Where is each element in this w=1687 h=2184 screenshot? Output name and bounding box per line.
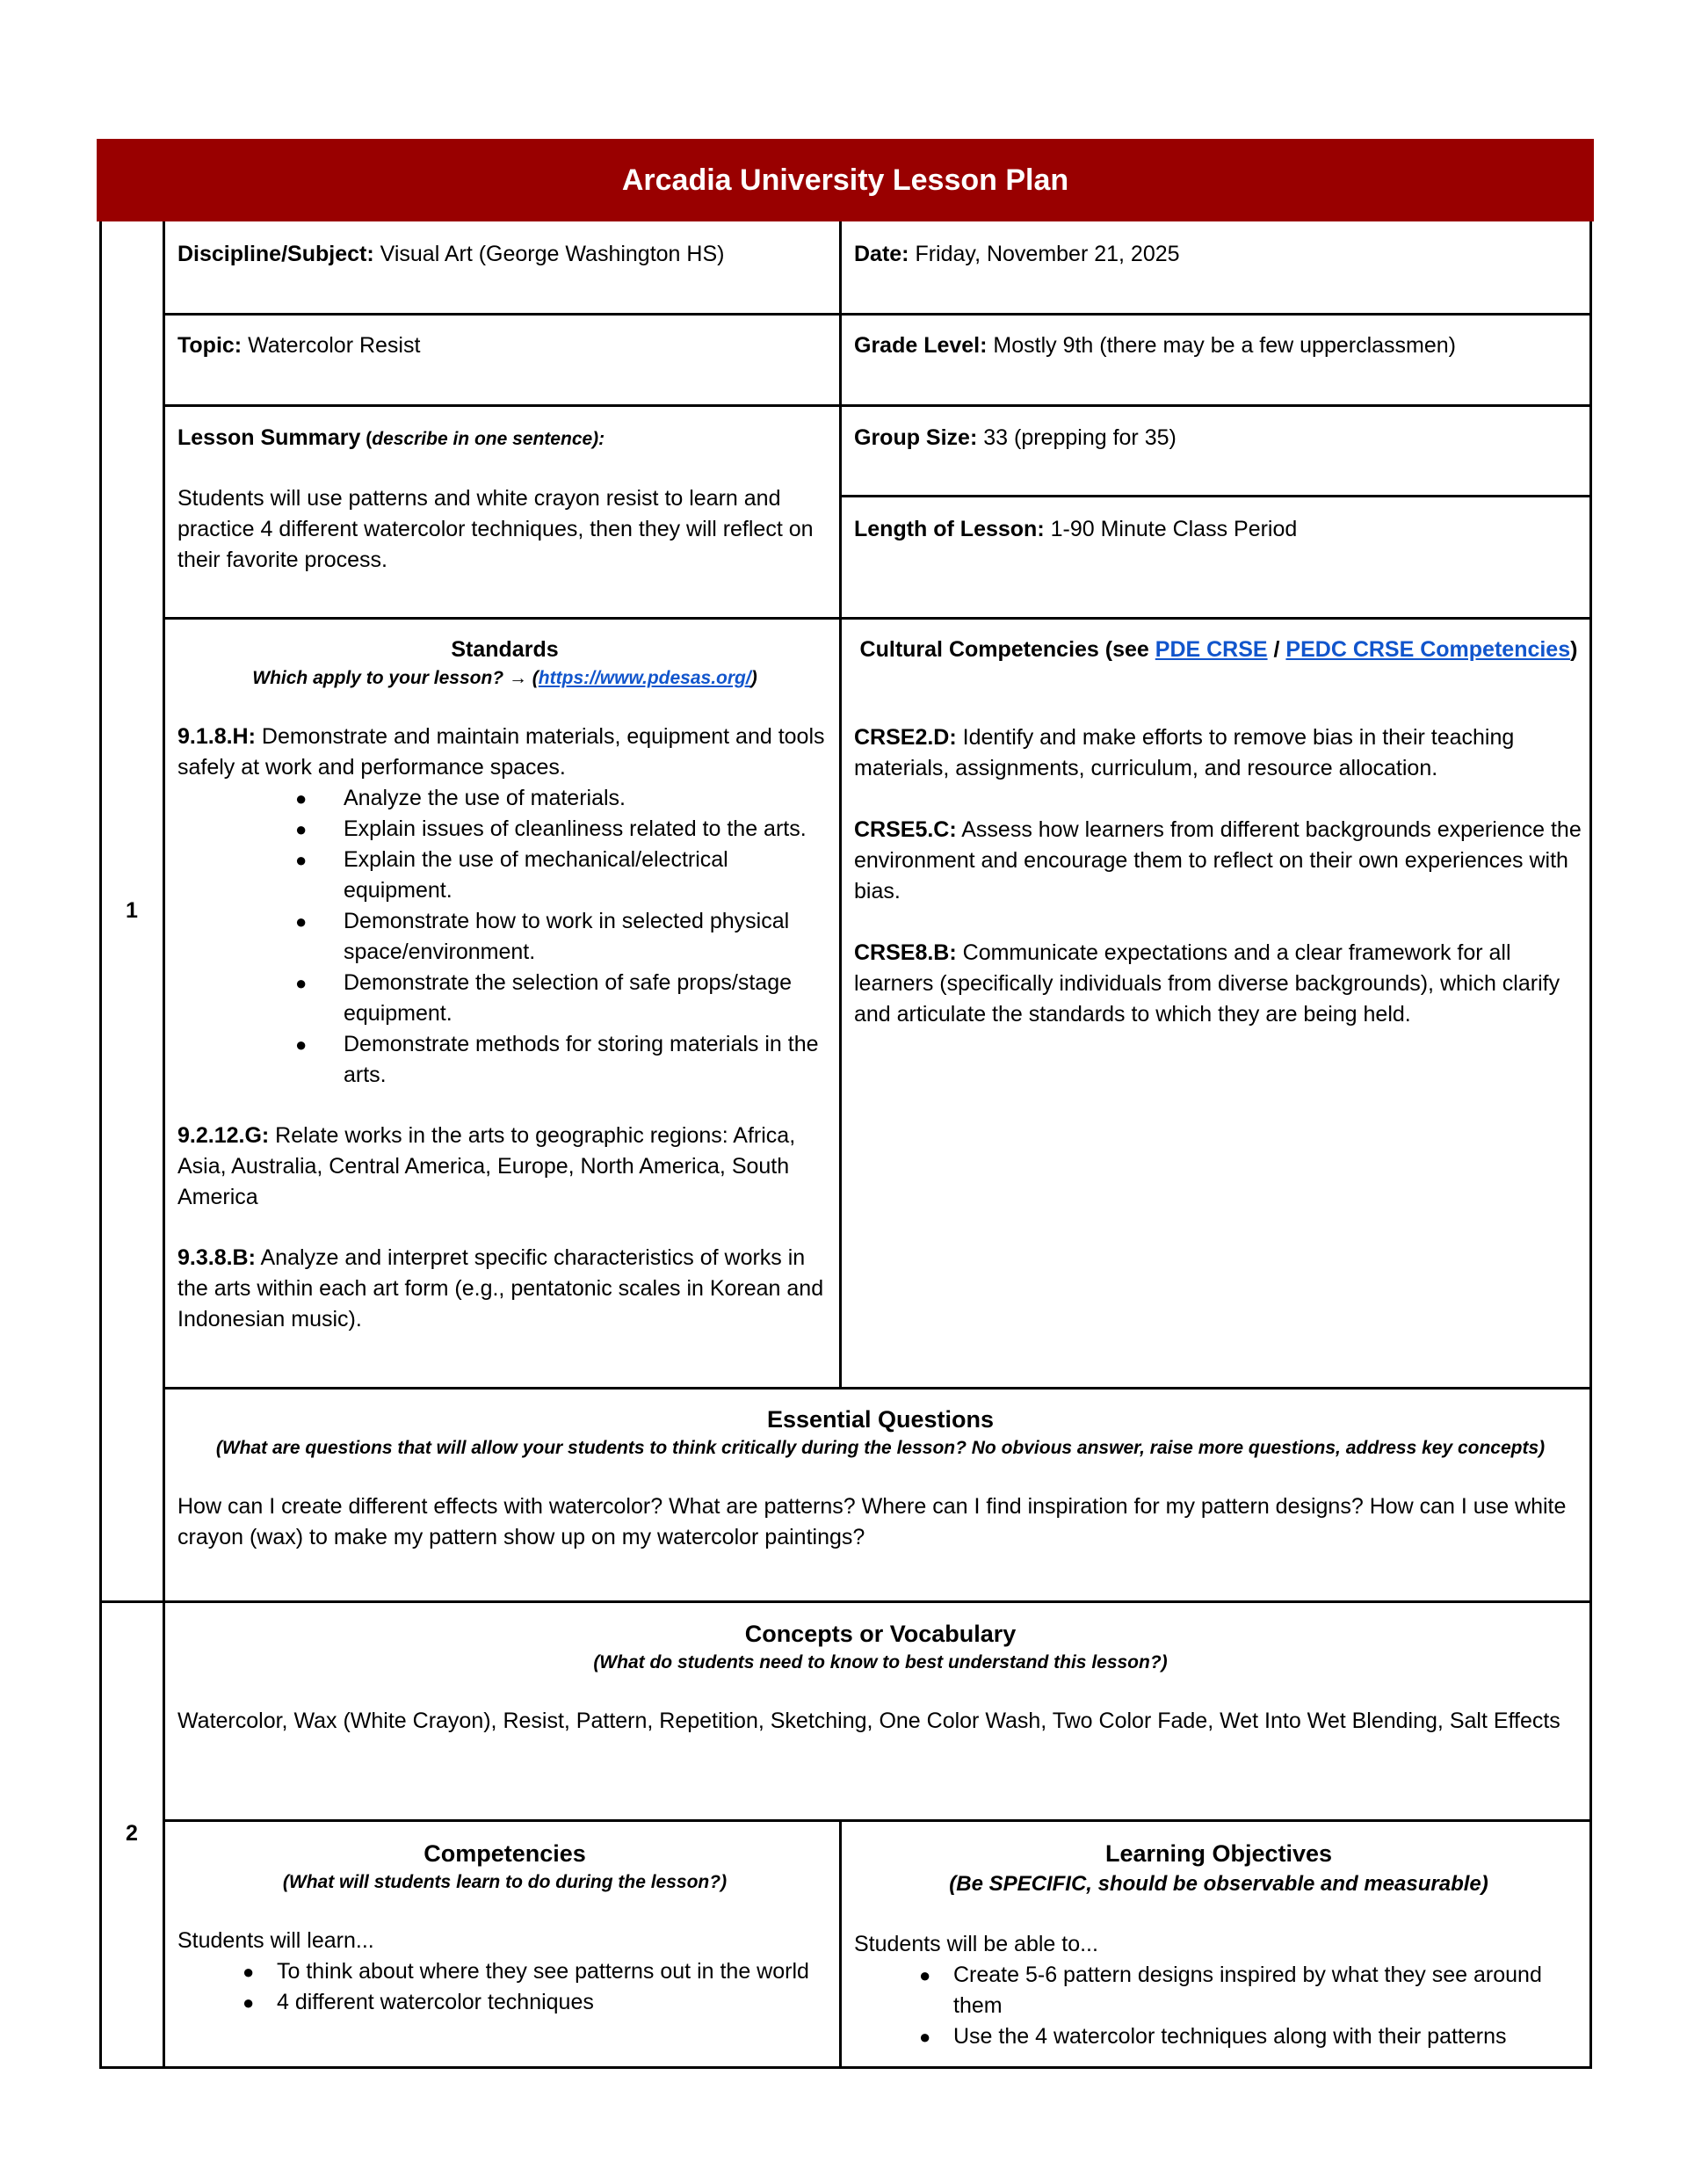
competency-item xyxy=(854,938,1583,1030)
section-number: 2 xyxy=(126,1821,138,1846)
standard-bullets xyxy=(177,783,832,1091)
pde-crse-link[interactable]: PDE CRSE xyxy=(1155,637,1268,662)
list-item: ● Create 5-6 pattern designs inspired by what they see around them xyxy=(854,1960,1566,2021)
standard-item xyxy=(177,1243,832,1335)
standard-code: 9.2.12.G: xyxy=(177,1123,270,1148)
list-item: ● Use the 4 watercolor techniques along with their patterns xyxy=(854,2021,1566,2052)
field-label: Discipline/Subject: xyxy=(177,242,374,266)
competency-item xyxy=(854,815,1583,907)
standards-cell xyxy=(177,635,832,1335)
field-label: Lesson Summary xyxy=(177,425,361,450)
heading-text: / xyxy=(1267,637,1286,662)
topic-cell xyxy=(177,330,828,361)
row-line xyxy=(840,495,1592,497)
list-item: ● 4 different watercolor techniques xyxy=(177,1987,832,2018)
concepts-heading: Concepts or Vocabulary xyxy=(744,1621,1017,1647)
field-value: Visual Art (George Washington HS) xyxy=(373,242,725,266)
standard-item xyxy=(177,1121,832,1213)
table-border-number-col xyxy=(163,221,165,2069)
field-label: Topic: xyxy=(177,333,243,358)
competencies-subheading: (What will students learn to do during the lesson?) xyxy=(282,1872,728,1892)
field-label: Date: xyxy=(854,242,909,266)
competency-text: Assess how learners from different backgrounds experience the environment and encourage them to reflect on their own experiences with bias. xyxy=(854,817,1582,903)
standard-text: Demonstrate and maintain materials, equipment and tools safely at work and performance spaces. xyxy=(177,724,825,780)
field-value: Mostly 9th (there may be a few upperclassmen) xyxy=(987,333,1457,358)
standard-code: 9.1.8.H: xyxy=(177,724,256,749)
lesson-summary-text: Students will use patterns and white crayon resist to learn and practice 4 different watercolor techniques, then they will reflect on their favorite process. xyxy=(177,486,814,572)
pedc-crse-link[interactable]: PEDC CRSE Competencies xyxy=(1285,637,1571,662)
pdesas-link[interactable]: https://www.pdesas.org/ xyxy=(538,668,751,688)
row-line xyxy=(163,1387,1592,1389)
competency-code: CRSE8.B: xyxy=(854,940,957,965)
table-border-left xyxy=(99,221,102,2069)
list-item: ● Analyze the use of materials. xyxy=(177,783,825,814)
list-item: ● To think about where they see patterns out in the world xyxy=(177,1956,832,1987)
standard-item xyxy=(177,722,832,783)
concepts-body: Watercolor, Wax (White Crayon), Resist, Pattern, Repetition, Sketching, One Color Wash, Two Color Fade, Wet Into Wet Blending, Salt Effects xyxy=(177,1709,1560,1733)
table-divider-mid-2 xyxy=(839,1820,842,2068)
section-divider xyxy=(99,1600,1592,1603)
list-item: ● Explain the use of mechanical/electrical equipment. xyxy=(177,845,825,906)
subheading-text: Which apply to your lesson? → ( xyxy=(252,668,539,688)
competency-item xyxy=(854,722,1583,784)
standard-code: 9.3.8.B: xyxy=(177,1245,256,1270)
competency-code: CRSE5.C: xyxy=(854,817,957,842)
competencies-cell xyxy=(177,1839,832,2018)
objectives-list xyxy=(854,1960,1583,2052)
section-number: 1 xyxy=(126,898,138,923)
grade-level-cell xyxy=(854,330,1583,361)
competencies-intro: Students will learn... xyxy=(177,1928,374,1953)
field-label: Grade Level: xyxy=(854,333,988,358)
list-item: ● Demonstrate methods for storing materials in the arts. xyxy=(177,1029,825,1091)
essential-questions-subheading: (What are questions that will allow your students to think critically during the lesson? No obvious answer, raise more questions, address key concepts) xyxy=(215,1438,1546,1458)
essential-questions-body: How can I create different effects with watercolor? What are patterns? Where can I find inspiration for my pattern designs? How can I use white crayon (wax) to make my pattern show up on my watercolor paintings? xyxy=(177,1494,1567,1549)
cultural-competencies-cell xyxy=(854,635,1583,1030)
list-item: ● Demonstrate how to work in selected physical space/environment. xyxy=(177,906,825,968)
table-divider-mid xyxy=(839,221,842,1389)
field-value: Watercolor Resist xyxy=(242,333,421,358)
field-label: Group Size: xyxy=(854,425,978,450)
list-item: ● Demonstrate the selection of safe props/stage equipment. xyxy=(177,968,825,1029)
group-size-cell xyxy=(854,423,1583,453)
table-border-right xyxy=(1589,221,1592,2069)
competency-text: Communicate expectations and a clear framework for all learners (specifically individuals from diverse backgrounds), which clarify and articulate the standards to which they are being held. xyxy=(854,940,1560,1027)
page-title: Arcadia University Lesson Plan xyxy=(621,163,1069,197)
competencies-heading: Competencies xyxy=(424,1840,586,1867)
standard-text: Analyze and interpret specific characteristics of works in the arts within each art form (e.g., pentatonic scales in Korean and Indonesian music). xyxy=(177,1245,824,1331)
row-line xyxy=(163,404,1592,407)
field-hint: describe in one sentence): xyxy=(372,429,605,449)
field-value: 33 (prepping for 35) xyxy=(977,425,1177,450)
lesson-summary-cell xyxy=(177,423,832,576)
field-hint-paren: ( xyxy=(360,429,373,449)
essential-questions-cell xyxy=(177,1404,1583,1553)
row-line xyxy=(163,1819,1592,1822)
competency-text: Identify and make efforts to remove bias in their teaching materials, assignments, curriculum, and resource allocation. xyxy=(854,725,1515,780)
objectives-subheading: (Be SPECIFIC, should be observable and measurable) xyxy=(949,1872,1488,1896)
page-title-banner xyxy=(97,139,1594,221)
field-label: Length of Lesson: xyxy=(854,517,1045,541)
table-border-bottom xyxy=(99,2066,1592,2069)
concepts-subheading: (What do students need to know to best understand this lesson?) xyxy=(593,1652,1168,1672)
standards-heading: Standards xyxy=(451,637,559,662)
objectives-intro: Students will be able to... xyxy=(854,1932,1098,1956)
heading-text: Cultural Competencies (see xyxy=(859,637,1155,662)
cultural-heading xyxy=(854,635,1583,665)
concepts-cell xyxy=(177,1619,1583,1737)
heading-text: ) xyxy=(1570,637,1578,662)
essential-questions-heading: Essential Questions xyxy=(766,1406,995,1433)
date-cell xyxy=(854,239,1583,270)
subheading-text: ) xyxy=(750,668,757,688)
row-line xyxy=(163,617,1592,620)
competency-code: CRSE2.D: xyxy=(854,725,957,750)
learning-objectives-cell xyxy=(854,1839,1583,2052)
lesson-length-cell xyxy=(854,514,1583,545)
standard-text: Relate works in the arts to geographic regions: Africa, Asia, Australia, Central America, Europe, North America, South America xyxy=(177,1123,796,1209)
row-line xyxy=(163,313,1592,316)
discipline-cell xyxy=(177,239,828,270)
competencies-list xyxy=(177,1956,832,2018)
standards-subheading xyxy=(177,665,832,692)
objectives-heading: Learning Objectives xyxy=(1104,1840,1333,1867)
field-value: Friday, November 21, 2025 xyxy=(909,242,1180,266)
list-item: ● Explain issues of cleanliness related to the arts. xyxy=(177,814,825,845)
field-value: 1-90 Minute Class Period xyxy=(1044,517,1298,541)
